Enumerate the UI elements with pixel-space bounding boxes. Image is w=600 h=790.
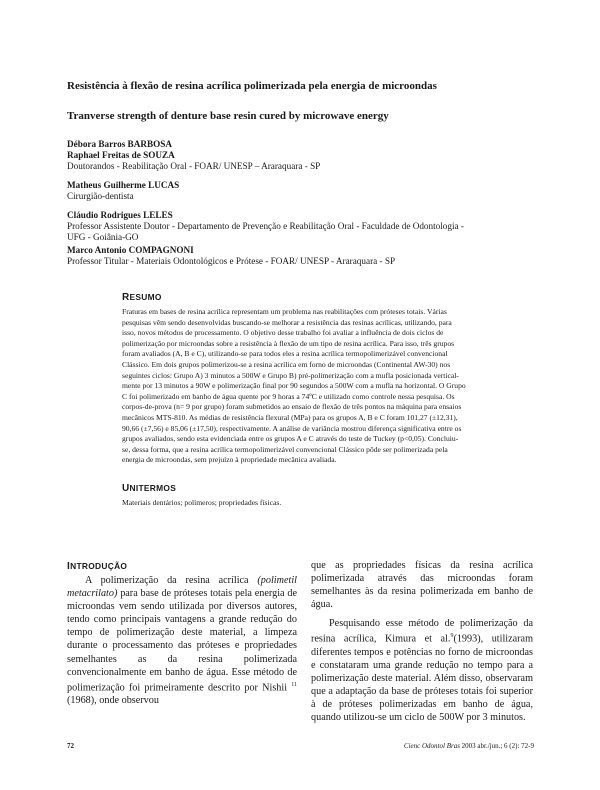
author-affiliation: Professor Titular - Materiais Odontológicos e Prótese - FOAR/ UNESP - Araraquara - SP — [67, 256, 396, 266]
resumo-line: mecânicos MTS-810. As médias de resistência flexural (MPa) para os grupos A, B e C foram 101,27 (±12,31), — [122, 412, 458, 422]
intro-paragraph-continued: que as propriedades físicas da resina acrílica polimerizada através das microondas foram semelhantes às da resina polimerizada em banho de água. — [311, 560, 533, 611]
resumo-line: energia de microondas, sem prejuízo à propriedade mecânica avaliada. — [122, 455, 337, 465]
author-affiliation: Professor Assistente Doutor - Departamento de Prevenção e Reabilitação Oral - Faculdade de Odontologia - — [67, 221, 464, 231]
intro-paragraph-1: A polimerização da resina acrílica (polimetil metacrilato) para base de próteses totais pela energia de microondas vem sendo utilizada por diversos autores, tendo como principais vantagens a grande redução do tempo de polimerização deste material, a limpeza durante o processamento das próteses e propriedades semelhantes as da resina polimerizada convencionalmente em banho de água. Esse método de polimerização foi primeiramente descrito por Nishii $^{11}$ (1968), onde observou — [67, 575, 297, 707]
author-name: Raphael Freitas de SOUZA — [67, 150, 175, 160]
journal-citation: Cienc Odontol Bras 2003 abr./jun.; 6 (2): 72-9 — [403, 742, 534, 750]
page-number: 72 — [67, 742, 74, 750]
resumo-line: 90,66 (±7,56) e 85,06 (±17,50), respectivamente. A análise de variância mostrou diferença significativa entre os — [122, 423, 462, 433]
author-name: Marco Antonio COMPAGNONI — [67, 245, 194, 255]
author-affiliation: UFG - Goiânia-GO — [67, 232, 139, 242]
resumo-line: grupos avaliados, sendo esta evidenciada entre os grupos A e C através do teste de Tuckey (p<0,05). Concluiu- — [122, 434, 459, 444]
author-affiliation: Cirurgião-dentista — [67, 191, 134, 201]
resumo-line: isso, novos métodos de processamento. O objetivo desse trabalho foi avaliar a influência de dois ciclos de — [122, 328, 444, 338]
resumo-line: mente por 13 minutos a 90W e polimerização final por 90 segundos a 500W com a mufla na horizontal. O Grupo — [122, 381, 466, 391]
resumo-line: seguintes ciclos: Grupo A) 3 minutos a 500W e Grupo B) pré-polimerização com a mufla posicionada vertical- — [122, 370, 459, 380]
author-affiliation: Doutorandos - Reabilitação Oral - FOAR/ UNESP – Araraquara - SP — [67, 161, 321, 171]
unitermos-heading: UNITERMOS — [122, 483, 177, 494]
intro-left-column — [67, 574, 297, 707]
resumo-line: se, dessa forma, que a resina acrílica termopolimerizável convencional Clássico pôde ser polimerizada pela — [122, 444, 448, 454]
title-english: Tranverse strength of denture base resin cured by microwave energy — [67, 110, 389, 122]
resumo-line: Fraturas em bases de resina acrílica representam um problema nas reabilitações com próteses totais. Várias — [122, 307, 447, 316]
resumo-line: Clássico. Em dois grupos polimerizou-se a resina acrílica em forno de microondas (Continental AW-30) nos — [122, 359, 451, 369]
resumo-line: pesquisas vêm sendo desenvolvidas buscando-se melhorar a resistência das resinas acrílicas, utilizando, para — [122, 317, 452, 327]
reference-number: 9 — [450, 633, 454, 640]
unitermos-text: Materiais dentários; polímeros; propriedades físicas. — [122, 498, 282, 507]
resumo-line: corpos-de-prova (n= 9 por grupo) foram submetidos ao ensaio de flexão de três pontos na máquina para ensaios — [122, 402, 462, 412]
author-name: Débora Barros BARBOSA — [67, 139, 172, 149]
author-block-3 — [67, 210, 464, 243]
resumo-line: polimerização por microondas sobre a resistência à flexão de um tipo de resina acrílica. Para isso, três grupos — [122, 338, 455, 348]
resumo-line: C foi polimerizado em banho de água quente por 9 horas a 74ºC e utilizado como controle nessa pesquisa. Os — [122, 391, 455, 401]
intro-right-column — [311, 559, 533, 725]
resumo-heading: RESUMO — [122, 292, 162, 303]
introducao-heading: INTRODUÇÃO — [67, 561, 128, 572]
resumo-text — [122, 307, 534, 466]
author-block-4 — [67, 245, 395, 267]
author-name: Cláudio Rodrigues LELES — [67, 210, 173, 220]
intro-paragraph-2: Pesquisando esse método de polimerização da resina acrílica, Kimura et al.$^9$(1993), utilizaram diferentes tempos e potências no forno de microondas e constataram uma grande redução no tempo para a polimerização deste material. Além disso, observaram que a adaptação da base de próteses totais foi superior à de próteses polimerizadas em banho de água, quando utilizou-se um ciclo de 500W por 3 minutos. — [311, 618, 533, 724]
reference-number: 11 — [291, 681, 297, 688]
author-block-1 — [67, 139, 320, 172]
author-block-2 — [67, 180, 179, 202]
author-name: Matheus Guilherme LUCAS — [67, 180, 180, 190]
title-portuguese: Resistência à flexão de resina acrílica polimerizada pela energia de microondas — [67, 80, 437, 92]
resumo-line: foram avaliados (A, B e C), utilizando-se para todos eles a resina acrílica termopolimerizável convencional — [122, 349, 448, 359]
